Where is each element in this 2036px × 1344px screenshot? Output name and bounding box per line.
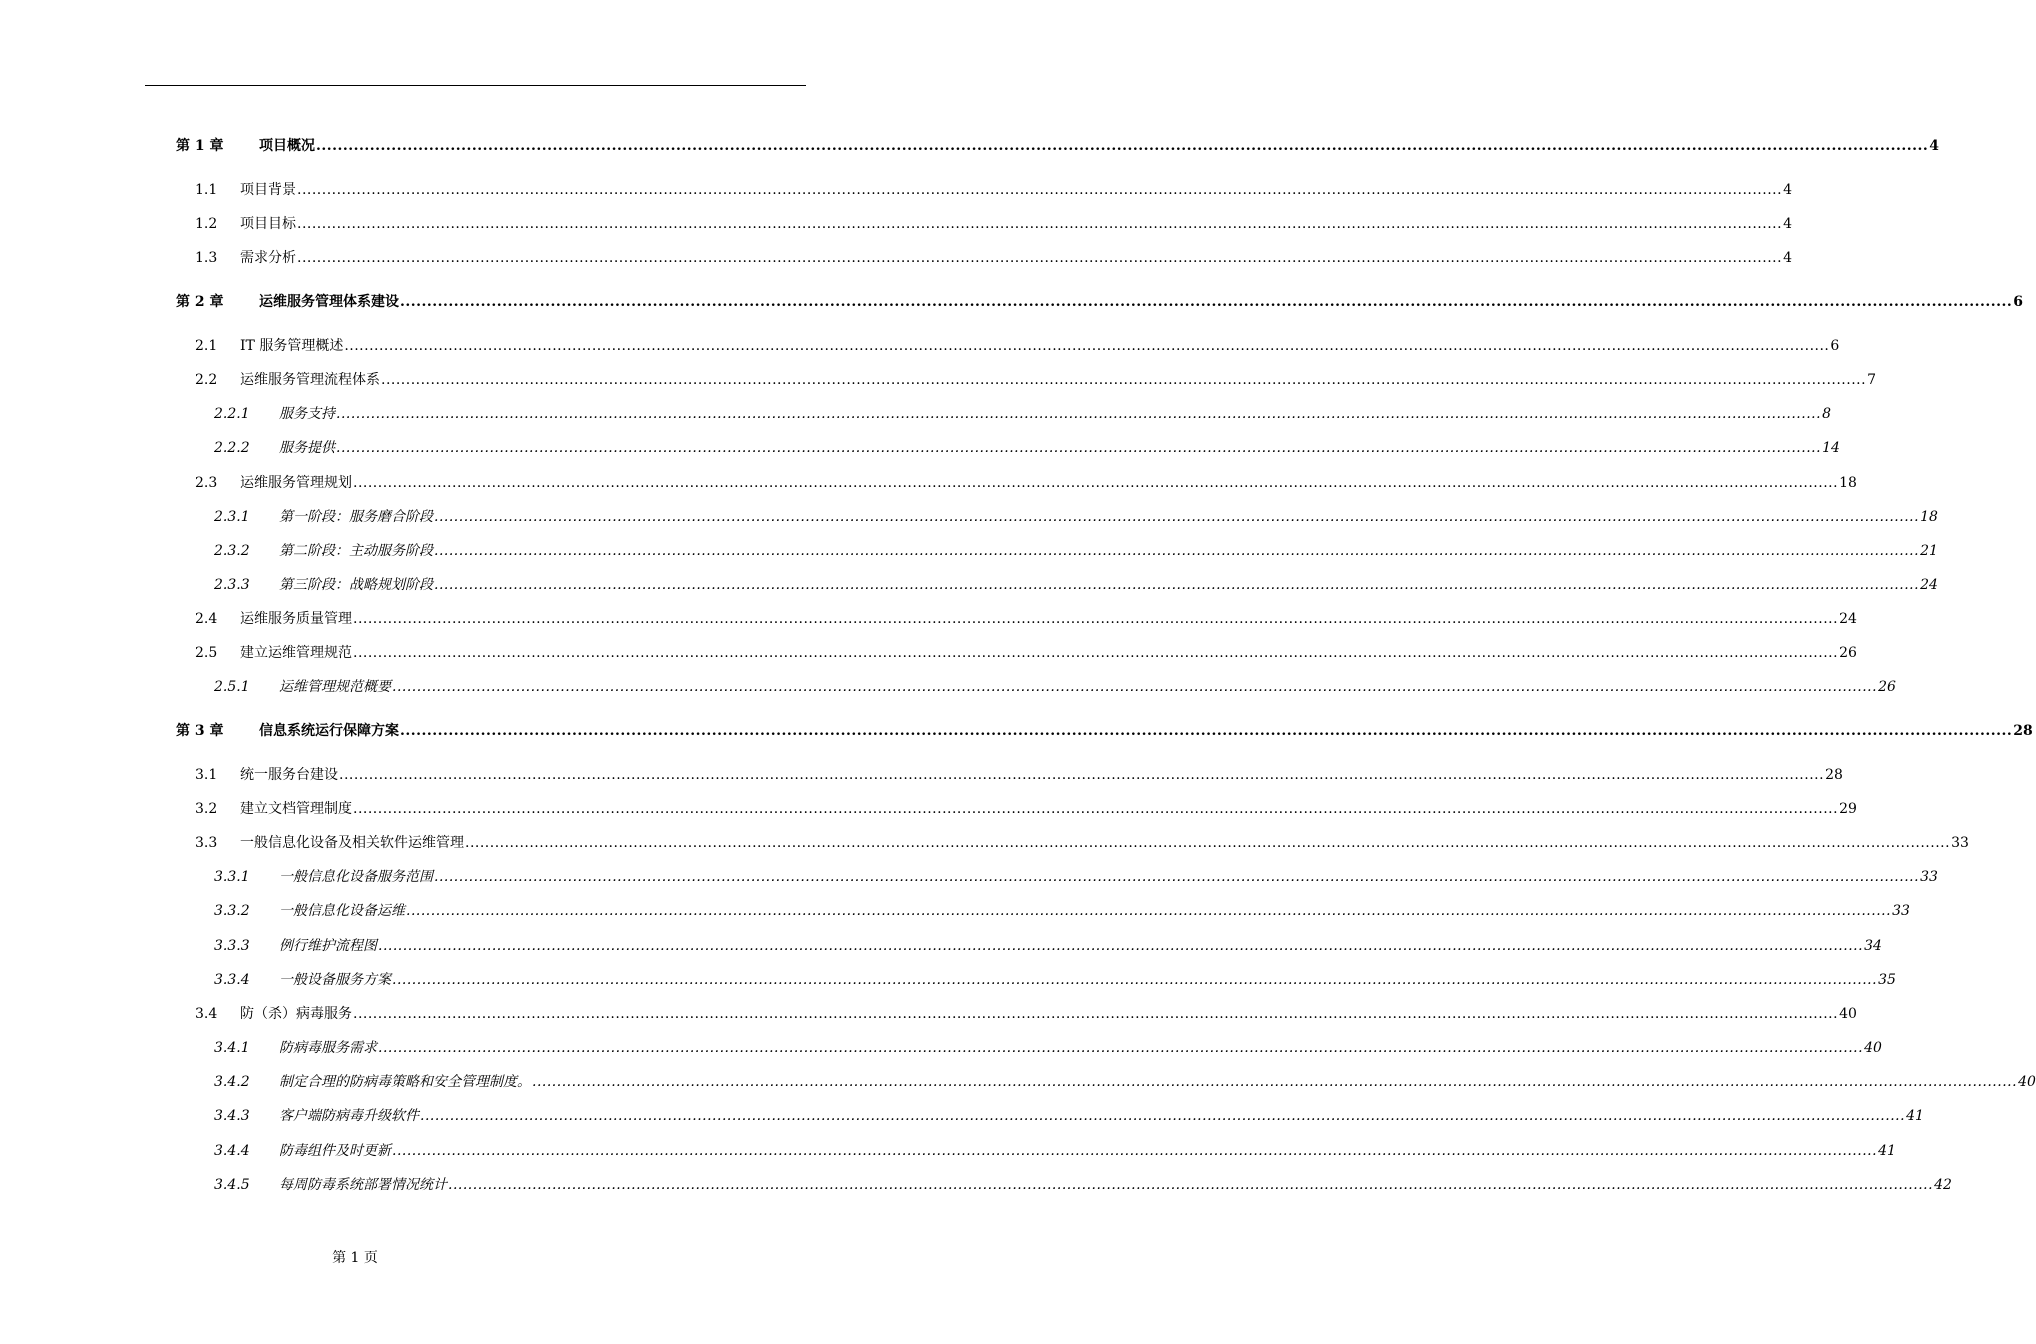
toc-entry[interactable] bbox=[214, 901, 1910, 921]
toc-entry-title: 建立文档管理制度 bbox=[240, 801, 352, 817]
toc-dot-leader: ............................................................................................................................................................................................................................................................................................................ bbox=[400, 723, 2013, 739]
toc-entry-page: 14 bbox=[1822, 440, 1840, 456]
toc-entry-title: 运维服务管理规划 bbox=[240, 475, 352, 491]
toc-dot-leader: ............................................................................................................................................................................................................................................................................................................ bbox=[353, 645, 1839, 661]
toc-entry-title: 防毒组件及时更新 bbox=[279, 1143, 391, 1159]
toc-entry[interactable] bbox=[214, 507, 1938, 527]
toc-entry-page: 8 bbox=[1822, 406, 1831, 422]
toc-dot-leader: ............................................................................................................................................................................................................................................................................................................ bbox=[406, 903, 1892, 919]
toc-entry-page: 21 bbox=[1920, 543, 1938, 559]
toc-entry[interactable] bbox=[214, 1038, 1882, 1058]
toc-entry-title: 项目概况 bbox=[259, 138, 315, 154]
toc-entry-number: 2.3.3 bbox=[214, 577, 250, 593]
toc-entry-number: 2.5 bbox=[195, 645, 218, 661]
toc-entry-number: 3.3.4 bbox=[214, 972, 250, 988]
toc-entry[interactable] bbox=[195, 180, 1792, 200]
toc-entry-number: 3.4 bbox=[195, 1006, 218, 1022]
toc-entry-title: IT 服务管理概述 bbox=[240, 338, 344, 354]
toc-entry[interactable] bbox=[195, 609, 1857, 629]
toc-entry-title: 建立运维管理规范 bbox=[240, 645, 352, 661]
toc-entry[interactable] bbox=[195, 765, 1843, 785]
toc-dot-leader: ............................................................................................................................................................................................................................................................................................................ bbox=[316, 138, 1929, 154]
toc-entry[interactable] bbox=[214, 575, 1938, 595]
toc-entry-number: 2.3.2 bbox=[214, 543, 250, 559]
toc-entry-title: 第二阶段：主动服务阶段 bbox=[279, 543, 433, 559]
toc-entry[interactable] bbox=[195, 336, 1840, 356]
toc-dot-leader: ............................................................................................................................................................................................................................................................................................................ bbox=[297, 182, 1783, 198]
toc-entry-page: 6 bbox=[2013, 294, 2023, 310]
toc-entry-page: 42 bbox=[1934, 1177, 1952, 1193]
toc-entry-page: 4 bbox=[1929, 138, 1939, 154]
toc-entry-number: 3.4.3 bbox=[214, 1108, 250, 1124]
toc-entry-title: 运维管理规范概要 bbox=[279, 679, 391, 695]
toc-entry-title: 制定合理的防病毒策略和安全管理制度。 bbox=[279, 1074, 531, 1090]
toc-entry-number: 2.2.2 bbox=[214, 440, 250, 456]
toc-entry-title: 统一服务台建设 bbox=[240, 767, 338, 783]
toc-entry-number: 3.2 bbox=[195, 801, 218, 817]
toc-entry-number: 2.5.1 bbox=[214, 679, 250, 695]
toc-entry-title: 运维服务管理体系建设 bbox=[259, 294, 399, 310]
toc-entry[interactable] bbox=[214, 1106, 1924, 1126]
toc-entry-title: 需求分析 bbox=[240, 250, 296, 266]
toc-entry[interactable] bbox=[214, 1175, 1952, 1195]
toc-entry[interactable] bbox=[195, 799, 1857, 819]
toc-dot-leader: ............................................................................................................................................................................................................................................................................................................ bbox=[353, 1006, 1839, 1022]
toc-entry-page: 29 bbox=[1839, 801, 1857, 817]
toc-entry-title: 例行维护流程图 bbox=[279, 938, 377, 954]
toc-dot-leader: ............................................................................................................................................................................................................................................................................................................ bbox=[297, 250, 1783, 266]
toc-entry-page: 28 bbox=[2013, 723, 2033, 739]
page-footer: 第 1 页 bbox=[332, 1250, 378, 1266]
toc-entry[interactable] bbox=[214, 1072, 2036, 1092]
toc-dot-leader: ............................................................................................................................................................................................................................................................................................................ bbox=[434, 577, 1920, 593]
toc-dot-leader: ............................................................................................................................................................................................................................................................................................................ bbox=[434, 509, 1920, 525]
toc-entry[interactable] bbox=[195, 1004, 1857, 1024]
toc-entry-page: 6 bbox=[1830, 338, 1840, 354]
toc-entry-title: 客户端防病毒升级软件 bbox=[279, 1108, 419, 1124]
toc-entry-title: 一般信息化设备服务范围 bbox=[279, 869, 433, 885]
toc-entry[interactable] bbox=[195, 643, 1857, 663]
toc-dot-leader: ............................................................................................................................................................................................................................................................................................................ bbox=[532, 1074, 2018, 1090]
toc-entry-number: 第 2 章 bbox=[176, 294, 224, 310]
toc-entry-title: 项目目标 bbox=[240, 216, 296, 232]
toc-dot-leader: ............................................................................................................................................................................................................................................................................................................ bbox=[378, 938, 1864, 954]
toc-entry-page: 41 bbox=[1906, 1108, 1924, 1124]
toc-entry[interactable] bbox=[214, 404, 1831, 424]
toc-dot-leader: ............................................................................................................................................................................................................................................................................................................ bbox=[448, 1177, 1934, 1193]
toc-entry-page: 34 bbox=[1864, 938, 1882, 954]
toc-entry-title: 项目背景 bbox=[240, 182, 296, 198]
toc-entry[interactable] bbox=[195, 833, 1969, 853]
toc-entry[interactable] bbox=[195, 370, 1876, 390]
toc-dot-leader: ............................................................................................................................................................................................................................................................................................................ bbox=[420, 1108, 1906, 1124]
toc-entry[interactable] bbox=[214, 936, 1882, 956]
toc-entry-number: 2.4 bbox=[195, 611, 218, 627]
toc-entry-page: 18 bbox=[1920, 509, 1938, 525]
toc-dot-leader: ............................................................................................................................................................................................................................................................................................................ bbox=[353, 611, 1839, 627]
toc-entry[interactable] bbox=[176, 136, 1939, 156]
toc-entry[interactable] bbox=[214, 438, 1840, 458]
toc-entry-title: 运维服务质量管理 bbox=[240, 611, 352, 627]
toc-entry-page: 40 bbox=[1839, 1006, 1857, 1022]
toc-entry-page: 33 bbox=[1920, 869, 1938, 885]
toc-entry-title: 服务支持 bbox=[279, 406, 335, 422]
toc-entry-title: 防（杀）病毒服务 bbox=[240, 1006, 352, 1022]
toc-entry[interactable] bbox=[195, 248, 1792, 268]
toc-entry-page: 4 bbox=[1783, 216, 1792, 232]
toc-entry-page: 41 bbox=[1878, 1143, 1896, 1159]
toc-entry-number: 2.2.1 bbox=[214, 406, 250, 422]
toc-entry-number: 2.3.1 bbox=[214, 509, 250, 525]
toc-entry-page: 4 bbox=[1783, 250, 1792, 266]
toc-entry-page: 4 bbox=[1783, 182, 1792, 198]
toc-entry-title: 运维服务管理流程体系 bbox=[240, 372, 380, 388]
toc-entry-page: 26 bbox=[1878, 679, 1896, 695]
toc-entry-page: 33 bbox=[1892, 903, 1910, 919]
toc-dot-leader: ............................................................................................................................................................................................................................................................................................................ bbox=[336, 440, 1822, 456]
toc-entry-title: 每周防毒系统部署情况统计 bbox=[279, 1177, 447, 1193]
toc-entry[interactable] bbox=[214, 867, 1938, 887]
toc-entry-number: 3.4.5 bbox=[214, 1177, 250, 1193]
toc-entry-title: 信息系统运行保障方案 bbox=[259, 723, 399, 739]
toc-entry-title: 第一阶段：服务磨合阶段 bbox=[279, 509, 433, 525]
toc-entry-title: 一般信息化设备运维 bbox=[279, 903, 405, 919]
toc-dot-leader: ............................................................................................................................................................................................................................................................................................................ bbox=[465, 835, 1951, 851]
toc-entry-number: 1.2 bbox=[195, 216, 218, 232]
toc-entry-page: 24 bbox=[1839, 611, 1857, 627]
toc-entry-number: 3.3 bbox=[195, 835, 218, 851]
toc-dot-leader: ............................................................................................................................................................................................................................................................................................................ bbox=[434, 543, 1920, 559]
toc-entry-number: 3.4.1 bbox=[214, 1040, 250, 1056]
toc-entry-page: 7 bbox=[1867, 372, 1876, 388]
toc-entry-title: 一般信息化设备及相关软件运维管理 bbox=[240, 835, 464, 851]
toc-entry[interactable] bbox=[214, 541, 1938, 561]
toc-entry-number: 第 3 章 bbox=[176, 723, 224, 739]
toc-entry-number: 3.4.2 bbox=[214, 1074, 250, 1090]
toc-dot-leader: ............................................................................................................................................................................................................................................................................................................ bbox=[339, 767, 1825, 783]
toc-entry-number: 3.3.3 bbox=[214, 938, 250, 954]
toc-dot-leader: ............................................................................................................................................................................................................................................................................................................ bbox=[297, 216, 1783, 232]
toc-entry-title: 第三阶段：战略规划阶段 bbox=[279, 577, 433, 593]
toc-entry-page: 40 bbox=[2018, 1074, 2036, 1090]
toc-entry-number: 1.1 bbox=[195, 182, 218, 198]
toc-dot-leader: ............................................................................................................................................................................................................................................................................................................ bbox=[434, 869, 1920, 885]
toc-dot-leader: ............................................................................................................................................................................................................................................................................................................ bbox=[381, 372, 1867, 388]
toc-entry-title: 服务提供 bbox=[279, 440, 335, 456]
toc-entry-number: 3.4.4 bbox=[214, 1143, 250, 1159]
toc-dot-leader: ............................................................................................................................................................................................................................................................................................................ bbox=[336, 406, 1822, 422]
toc-dot-leader: ............................................................................................................................................................................................................................................................................................................ bbox=[353, 475, 1839, 491]
toc-dot-leader: ............................................................................................................................................................................................................................................................................................................ bbox=[378, 1040, 1864, 1056]
toc-entry-title: 一般设备服务方案 bbox=[279, 972, 391, 988]
toc-entry-number: 2.1 bbox=[195, 338, 218, 354]
toc-entry[interactable] bbox=[214, 677, 1896, 697]
toc-entry-number: 第 1 章 bbox=[176, 138, 224, 154]
toc-entry[interactable] bbox=[195, 214, 1792, 234]
toc-dot-leader: ............................................................................................................................................................................................................................................................................................................ bbox=[353, 801, 1839, 817]
toc-entry-number: 3.1 bbox=[195, 767, 218, 783]
toc-entry-title: 防病毒服务需求 bbox=[279, 1040, 377, 1056]
toc-entry-number: 2.2 bbox=[195, 372, 218, 388]
toc-dot-leader: ............................................................................................................................................................................................................................................................................................................ bbox=[392, 679, 1878, 695]
toc-entry-page: 33 bbox=[1951, 835, 1969, 851]
toc-dot-leader: ............................................................................................................................................................................................................................................................................................................ bbox=[392, 1143, 1878, 1159]
toc-entry-page: 26 bbox=[1839, 645, 1857, 661]
toc-entry[interactable] bbox=[214, 970, 1896, 990]
toc-entry-number: 1.3 bbox=[195, 250, 218, 266]
toc-entry-number: 3.3.1 bbox=[214, 869, 250, 885]
toc-entry[interactable] bbox=[176, 292, 2023, 312]
toc-dot-leader: ............................................................................................................................................................................................................................................................................................................ bbox=[392, 972, 1878, 988]
toc-entry-number: 2.3 bbox=[195, 475, 218, 491]
toc-entry[interactable] bbox=[176, 721, 2033, 741]
toc-entry-number: 3.3.2 bbox=[214, 903, 250, 919]
toc-dot-leader: ............................................................................................................................................................................................................................................................................................................ bbox=[400, 294, 2013, 310]
toc-entry-page: 28 bbox=[1825, 767, 1843, 783]
toc-entry-page: 18 bbox=[1839, 475, 1857, 491]
toc-entry[interactable] bbox=[195, 473, 1857, 493]
toc-entry[interactable] bbox=[214, 1141, 1896, 1161]
toc-entry-page: 24 bbox=[1920, 577, 1938, 593]
toc-dot-leader: ............................................................................................................................................................................................................................................................................................................ bbox=[344, 338, 1830, 354]
toc-entry-page: 35 bbox=[1878, 972, 1896, 988]
toc-entry-page: 40 bbox=[1864, 1040, 1882, 1056]
